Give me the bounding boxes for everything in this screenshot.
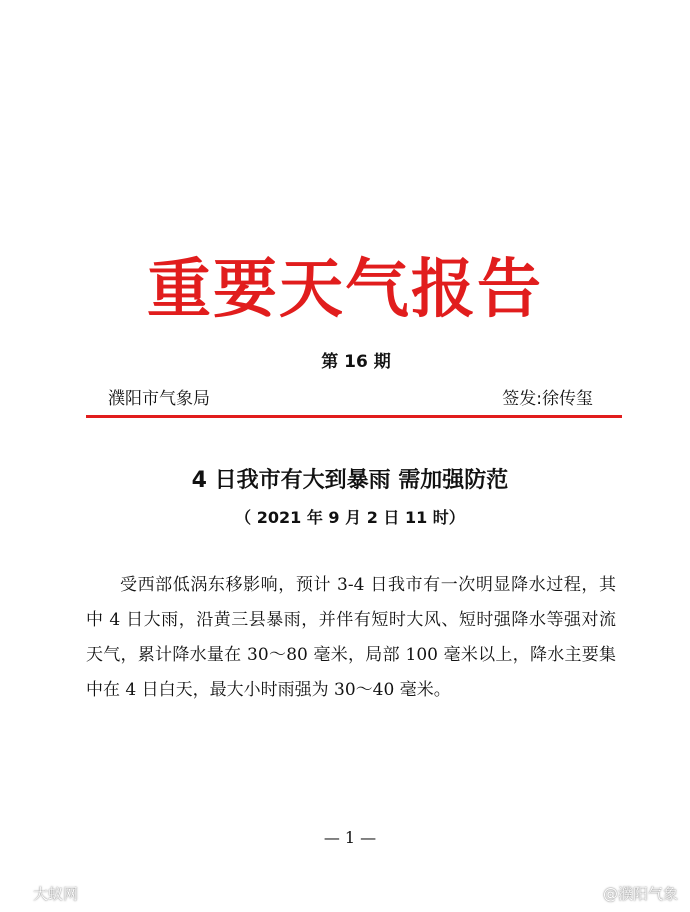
- weibo-logo-icon: [580, 887, 600, 903]
- watermark-left-text: 大蚁网: [33, 885, 79, 903]
- watermark-right-text: @濮阳气象: [602, 885, 678, 903]
- signer-name: 签发:徐传玺: [502, 389, 593, 409]
- issuer-row: [108, 386, 593, 412]
- red-divider-line: [86, 415, 622, 418]
- issuing-agency: 濮阳市气象局: [108, 389, 210, 409]
- issue-number: 第 16 期: [321, 352, 391, 372]
- report-datetime: （ 2021 年 9 月 2 日 11 时）: [235, 508, 465, 527]
- weibo-logo-icon: [10, 887, 30, 903]
- report-headline: 4 日我市有大到暴雨 需加强防范: [191, 468, 509, 493]
- page-number: — 1 —: [323, 828, 377, 847]
- watermark-right: [580, 883, 678, 905]
- report-body-paragraph: 受西部低涡东移影响，预计 3-4 日我市有一次明显降水过程，其中 4 日大雨，沿黄三县暴雨，并伴有短时大风、短时强降水等强对流天气，累计降水量在 30～80 毫米，局部 100 毫米以上，降水主要集中在 4 日白天，最大小时雨强为 30～40 毫米。: [86, 575, 616, 700]
- report-masthead-title: 重要天气报告: [147, 252, 543, 327]
- watermark-left: [10, 883, 78, 905]
